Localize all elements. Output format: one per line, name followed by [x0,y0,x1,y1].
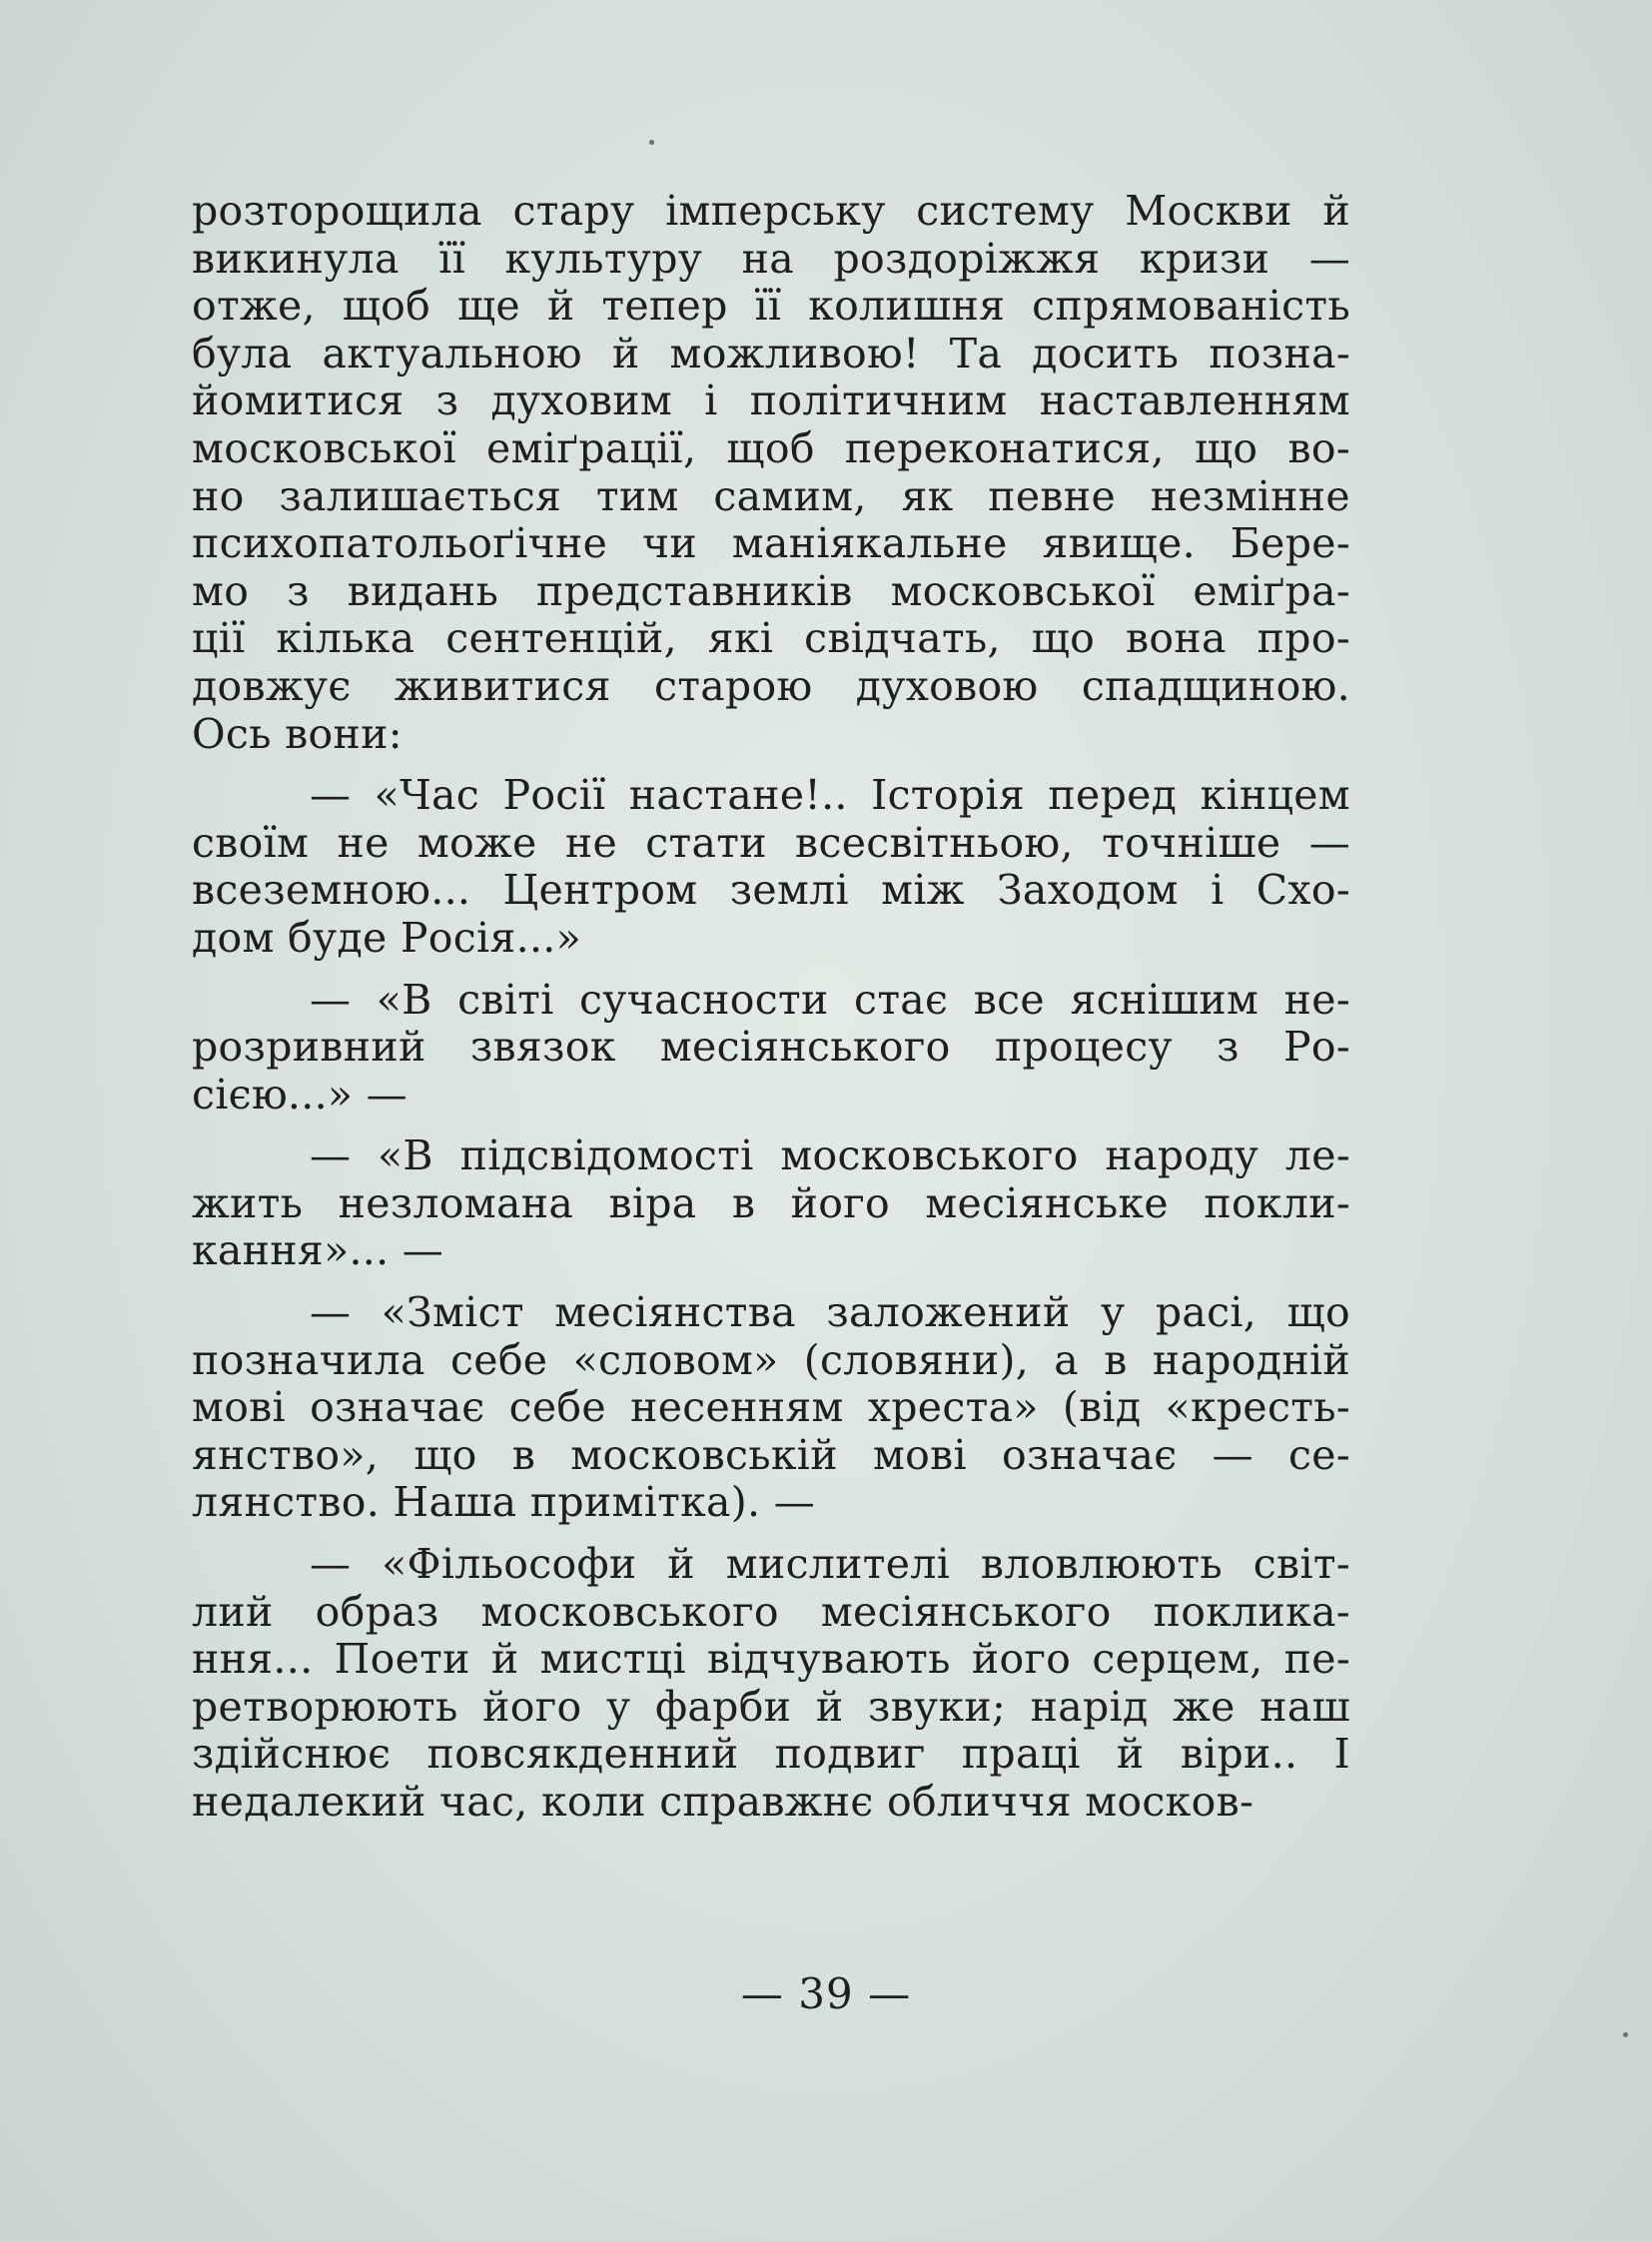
paragraph [192,1289,1350,1527]
paper-speck [649,140,654,145]
text-line: була актуальною й можливою! Та досить позна- [192,329,1350,377]
text-line: — «В підсвідомості московського народу ле- [310,1131,1350,1180]
text-line: жить незломана віра в його месіянське покли- [192,1178,1350,1227]
text-line: Ось вони: [192,709,403,758]
text-line: своїм не може не стати всесвітньою, точніше — [192,818,1350,867]
paragraph [192,1132,1350,1275]
text-line: викинула її культуру на роздоріжжя кризи — [192,234,1350,283]
text-line: ння... Поети й мистці відчувають його серцем, пе- [192,1635,1350,1684]
text-line: мо з видань представників московської еміґра- [192,566,1350,615]
text-line: но залишається тим самим, як певне незмінне [192,471,1350,520]
paragraph [192,188,1350,758]
text-line: дом буде Росія...» [192,913,581,962]
text-line: — «Фільософи й мислителі вловлюють світ- [310,1540,1350,1589]
page-number: — 39 — [740,1969,912,2018]
text-line: розривний звязок месіянського процесу з Ро- [192,1023,1350,1072]
paragraph [192,772,1350,962]
text-line: мові означає себе несенням хреста» (від «кресть- [192,1383,1350,1432]
text-line: янство», що в московській мові означає — се- [192,1430,1350,1479]
body-text [192,188,1350,1841]
text-line: московської еміґрації, щоб переконатися, що во- [192,423,1350,472]
text-line: лянство. Наша примітка). — [192,1478,816,1527]
text-line: розторощила стару імперську систему Москви й [192,187,1350,235]
text-line: психопатольоґічне чи маніякальне явище. Бере- [192,519,1350,568]
paragraph [192,977,1350,1120]
text-line: ції кілька сентенцій, які свідчать, що вона про- [192,614,1350,663]
text-line: ретворюють його у фарби й звуки; нарід же наш [192,1682,1350,1731]
text-line: — «Зміст месіянства заложений у расі, що [310,1288,1350,1337]
text-line: сією...» — [192,1070,408,1119]
text-line: позначила себе «словом» (словяни), а в народній [192,1335,1350,1384]
text-line: кання»... — [192,1226,444,1275]
text-line: отже, щоб ще й тепер її колишня спрямованість [192,282,1350,331]
text-line: — «В світі сучасности стає все яснішим не- [310,975,1350,1024]
text-line: лий образ московського месіянського поклика- [192,1587,1350,1636]
text-line: здійснює повсякденний подвиг праці й віри.. І [192,1730,1350,1779]
paper-speck [1623,2032,1628,2037]
text-line: довжує живитися старою духовою спадщиною. [192,661,1350,710]
text-line: недалекий час, коли справжнє обличчя москов- [192,1778,1254,1826]
text-line: йомитися з духовим і політичним наставленням [192,376,1350,425]
text-line: всеземною... Центром землі між Заходом і Схо- [192,866,1350,915]
paragraph [192,1541,1350,1827]
text-line: — «Час Росії настане!.. Історія перед кінцем [310,771,1350,820]
